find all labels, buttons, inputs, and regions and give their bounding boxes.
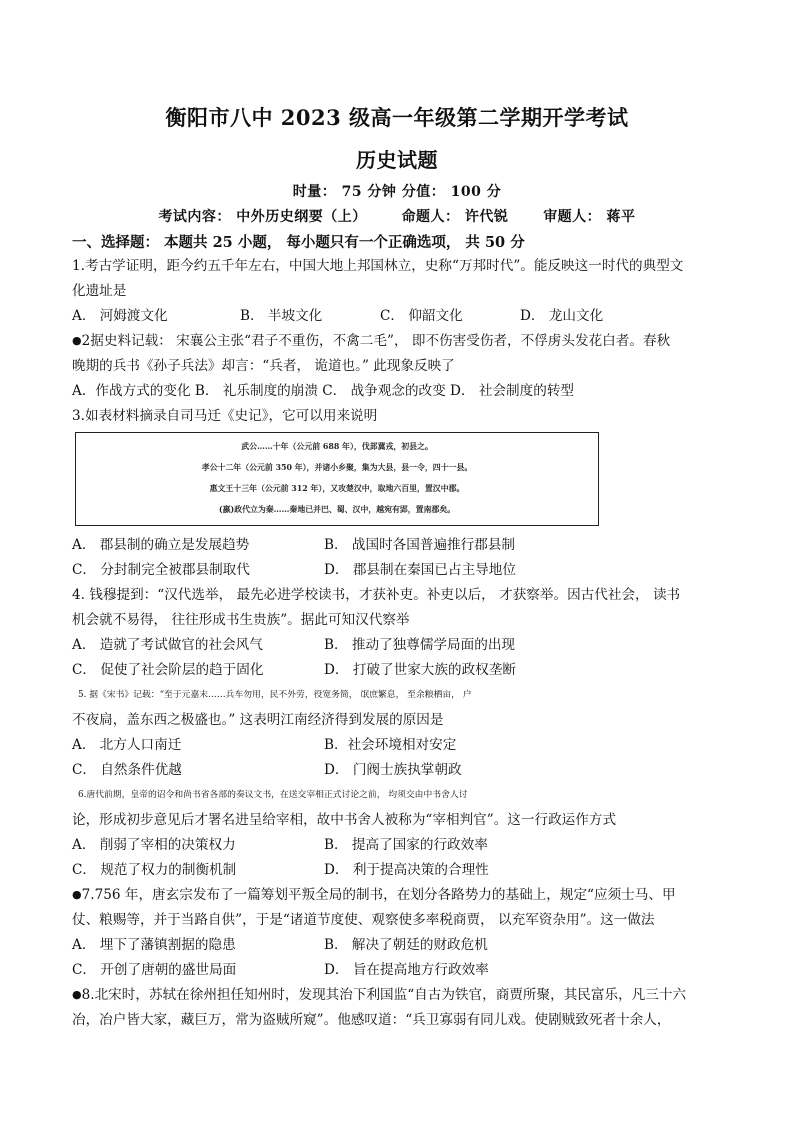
option-c: C． 分封制完全被郡县制取代 <box>72 562 250 578</box>
option-b: B． 推动了独尊儒学局面的出现 <box>324 637 516 653</box>
question-7-line-1 <box>72 886 724 904</box>
question-4-line-2: 机会就不易得， 往往形成书生贵族”。据此可知汉代察举 <box>72 612 410 628</box>
subject-title: 历史试题 <box>356 148 438 172</box>
option-b: B． 战国时各国普遍推行郡县制 <box>324 537 516 553</box>
exam-author: 命题人： 许代锐 <box>401 209 509 225</box>
option-c: C． 仰韶文化 <box>380 308 463 324</box>
option-c: C． 规范了权力的制衡机制 <box>72 862 237 878</box>
source-table <box>75 432 599 526</box>
section-heading: 一、选择题： 本题共 25 小题， 每小题只有一个正确选项， 共 50 分 <box>72 234 525 251</box>
question-2-text: 2据史料记载： 宋襄公主张“君子不重伤，不禽二毛”， 即不伤害受伤者，不俘虏头发花白者。春秋 <box>81 333 671 349</box>
question-8-line-1 <box>72 986 724 1004</box>
option-d: D． 龙山文化 <box>520 308 604 324</box>
table-row: 孝公十二年（公元前 350 年），并诸小乡聚，集为大县，县一令，四十一县。 <box>201 463 473 472</box>
option-d: D． 利于提高决策的合理性 <box>324 862 489 878</box>
question-5-line-2: 不夜扃，盖东西之极盛也。” 这表明江南经济得到发展的原因是 <box>72 712 444 728</box>
table-row: 武公……十年（公元前 688 年），伐邽冀戎，初县之。 <box>241 442 433 451</box>
question-4-line-1: 4. 钱穆提到：“汉代选举， 最先必进学校读书，才获补吏。补吏以后， 才获察举。因古代社会， 读书 <box>72 587 681 603</box>
question-7-line-2: 仗、粮赐等，并于当路自供”，于是“诸道节度使、观察使多率税商贾， 以充军资杂用”。这一做法 <box>72 912 655 928</box>
question-2-line-2: 晚期的兵书《孙子兵法》却言：“兵者， 诡道也。” 此现象反映了 <box>72 358 455 374</box>
option-c: C． 开创了唐朝的盛世局面 <box>72 962 237 978</box>
option-d: D． 门阀士族执掌朝政 <box>324 762 462 778</box>
option-c: C． 自然条件优越 <box>72 762 182 778</box>
option-b: B． 解决了朝廷的财政危机 <box>324 937 488 953</box>
question-8-text: 8.北宋时，苏轼在徐州担任知州时，发现其治下利国监“自古为铁官，商贾所聚，其民富乐，凡三十六 <box>81 987 687 1003</box>
time-score: 时量： 75 分钟 分值： 100 分 <box>292 184 502 200</box>
question-6-line-1: 6.唐代前期，皇帝的诏令和尚书省各部的奏议文书，在送交宰相正式讨论之前， 均须交由中书舍人讨 <box>78 790 468 800</box>
option-d: D． 郡县制在秦国已占主导地位 <box>324 562 516 578</box>
bullet-marker: ● <box>72 334 82 347</box>
table-row: (嬴)政代立为秦……秦地已并巴、蜀、汉中，越宛有郢，置南郡矣。 <box>218 505 456 514</box>
question-7-text: 7.756 年，唐玄宗发布了一篇筹划平叛全局的制书，在划分各路势力的基础上，规定“应须士马、甲 <box>81 887 676 903</box>
option-c: C． 促使了社会阶层的趋于固化 <box>72 662 264 678</box>
exam-reviewer: 审题人： 蒋平 <box>543 209 636 225</box>
bullet-marker: ● <box>72 888 82 901</box>
option-a: A． 河姆渡文化 <box>72 308 168 324</box>
question-2-options: A．作战方式的变化 B． 礼乐制度的崩溃 C． 战争观念的改变 D． 社会制度的转型 <box>72 383 575 399</box>
option-a: A． 埋下了藩镇割据的隐患 <box>72 937 236 953</box>
question-8-line-2: 冶，冶户皆大家，藏巨万，常为盗贼所窥”。他感叹道：“兵卫寡弱有同儿戏。使剧贼致死者十余人， <box>72 1012 671 1028</box>
exam-info-line <box>0 206 794 226</box>
option-b: B．社会环境相对安定 <box>324 737 457 753</box>
table-row: 惠文王十三年（公元前 312 年），又攻楚汉中，取地六百里，置汉中郡。 <box>209 484 465 493</box>
question-5-line-1: 5. 据《宋书》记载：“至于元嘉末……兵车勿用，民不外劳，役宽务简， 氓庶繁息， 至余粮栖亩， 户 <box>78 690 472 700</box>
bullet-marker: ● <box>72 988 82 1001</box>
option-a: A． 北方人口南迁 <box>72 737 182 753</box>
option-a: A． 削弱了宰相的决策权力 <box>72 837 236 853</box>
question-1-line-1: 1.考古学证明，距今约五千年左右，中国大地上邦国林立，史称“万邦时代”。能反映这一时代的典型文 <box>72 258 684 274</box>
option-b: B． 提高了国家的行政效率 <box>324 837 488 853</box>
option-a: A． 造就了考试做官的社会风气 <box>72 637 263 653</box>
option-d: D． 旨在提高地方行政效率 <box>324 962 489 978</box>
question-2-line-1 <box>72 332 724 350</box>
option-b: B． 半坡文化 <box>240 308 323 324</box>
exam-content: 考试内容： 中外历史纲要（上） <box>158 209 367 225</box>
question-1-line-2: 化遗址是 <box>72 283 127 299</box>
question-6-line-2: 论，形成初步意见后才署名进呈给宰相，故中书舍人被称为“宰相判官”。这一行政运作方式 <box>72 812 617 828</box>
question-3-line-1: 3.如表材料摘录自司马迁《史记》，它可以用来说明 <box>72 408 378 424</box>
exam-title: 衡阳市八中 2023 级高一年级第二学期开学考试 <box>165 105 629 130</box>
option-a: A． 郡县制的确立是发展趋势 <box>72 537 250 553</box>
option-d: D． 打破了世家大族的政权垄断 <box>324 662 516 678</box>
